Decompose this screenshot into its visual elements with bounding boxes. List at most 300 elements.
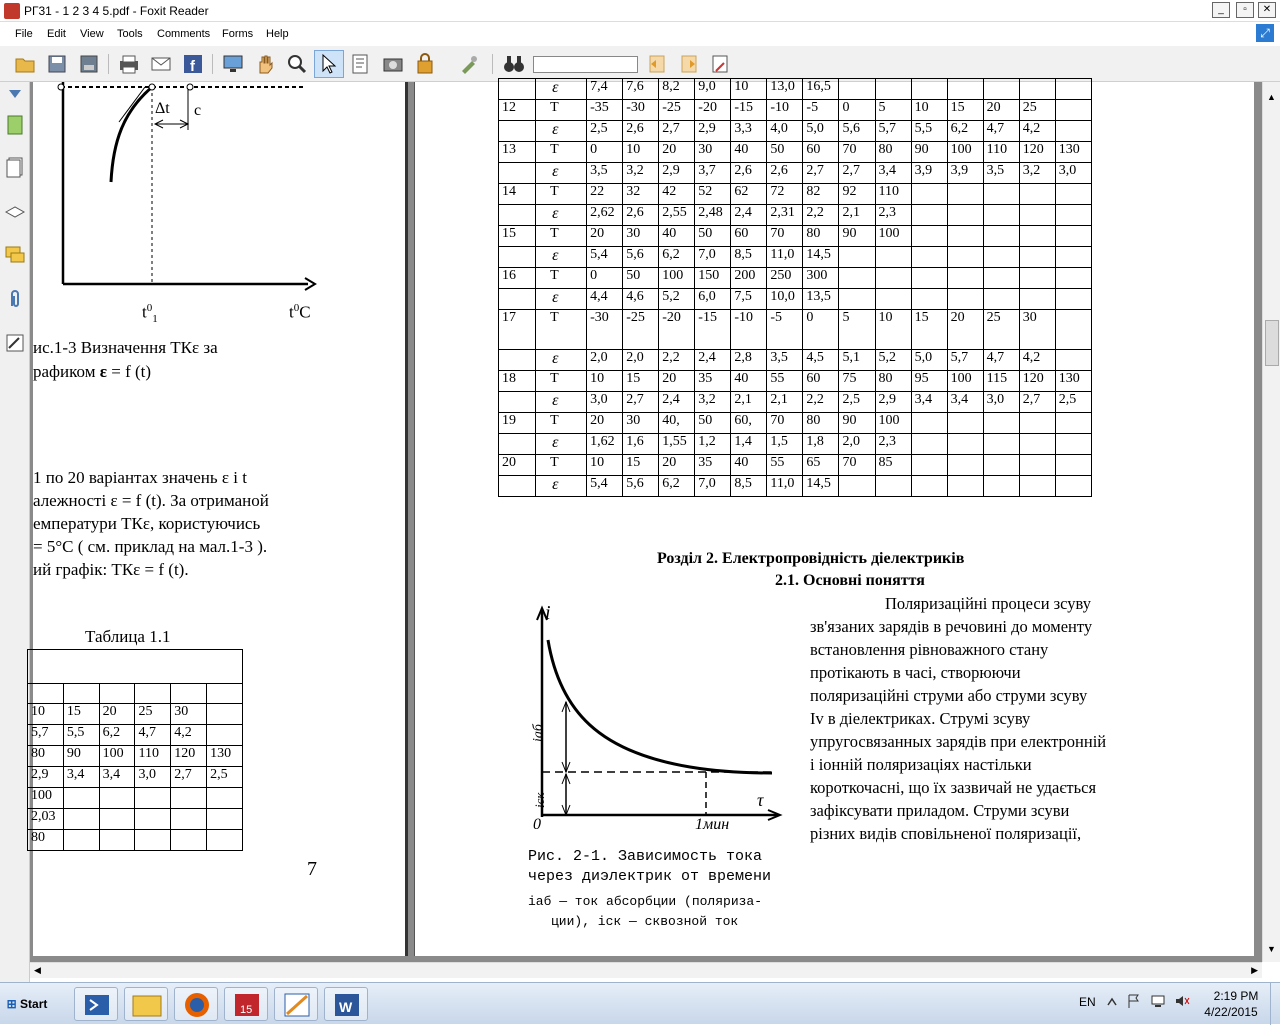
table-cell	[1019, 455, 1055, 476]
print-setup-icon[interactable]	[78, 53, 100, 75]
table-cell: 85	[875, 455, 911, 476]
table-cell: 20	[587, 413, 623, 434]
table-cell: 80	[803, 226, 839, 247]
table-cell: -25	[623, 310, 659, 350]
horizontal-scrollbar[interactable]	[30, 962, 1262, 978]
table-row	[499, 163, 1092, 184]
foxit-app-icon	[4, 3, 20, 19]
table-cell: 52	[695, 184, 731, 205]
table-cell	[499, 205, 536, 226]
table-cell	[947, 413, 983, 434]
select-icon[interactable]	[318, 53, 340, 75]
menu-edit[interactable]: Edit	[47, 28, 66, 40]
table-cell	[1019, 247, 1055, 268]
table-cell	[499, 392, 536, 413]
table-cell: 8,5	[731, 247, 767, 268]
text-select-icon[interactable]	[350, 53, 372, 75]
table-cell: ε	[536, 205, 587, 226]
table-cell: 2,7	[659, 121, 695, 142]
table-cell: 14,5	[803, 247, 839, 268]
menu-help[interactable]: Help	[266, 28, 289, 40]
table-cell: 2,5	[1055, 392, 1091, 413]
table-cell: 110	[135, 746, 171, 767]
action-center-flag-icon[interactable]	[1126, 993, 1142, 1009]
table-cell	[911, 476, 947, 497]
menu-view[interactable]: View	[80, 28, 104, 40]
table-cell	[947, 226, 983, 247]
table-cell: 6,2	[659, 476, 695, 497]
table-cell: 250	[767, 268, 803, 289]
graph-fig-1-3	[33, 82, 405, 332]
table-cell: 14,5	[803, 476, 839, 497]
table-cell: 2,9	[695, 121, 731, 142]
table-cell: 4,0	[767, 121, 803, 142]
table-cell: -10	[731, 310, 767, 350]
table-cell: 7,4	[587, 79, 623, 100]
table-cell: 2,7	[1019, 392, 1055, 413]
menu-forms[interactable]: Forms	[222, 28, 254, 40]
table-cell	[983, 184, 1019, 205]
table-cell	[99, 788, 135, 809]
table-row	[28, 725, 243, 746]
table-cell: 130	[1055, 142, 1091, 163]
table-cell: 3,0	[135, 767, 171, 788]
table-cell: 130	[207, 746, 243, 767]
table-cell: T	[536, 310, 587, 350]
table-cell: ε	[536, 247, 587, 268]
scroll-right-icon[interactable]: ▶	[1251, 965, 1258, 975]
network-icon[interactable]	[1150, 993, 1166, 1009]
table-cell	[135, 830, 171, 851]
table-cell	[1055, 413, 1091, 434]
table-cell	[1055, 205, 1091, 226]
table-cell: 4,7	[135, 725, 171, 746]
table-cell: -30	[587, 310, 623, 350]
table-cell	[911, 268, 947, 289]
table-cell: 62	[731, 184, 767, 205]
table-cell: 110	[983, 142, 1019, 163]
scroll-up-icon[interactable]: ▲	[1267, 92, 1276, 102]
table-cell: 2,7	[171, 767, 207, 788]
table-cell: T	[536, 142, 587, 163]
table-cell	[499, 350, 536, 371]
table-cell	[1055, 121, 1091, 142]
table-cell: 2,6	[623, 205, 659, 226]
table-1-1-title: Таблица 1.1	[85, 627, 171, 646]
table-cell: 3,0	[587, 392, 623, 413]
table-cell: 3,7	[695, 163, 731, 184]
table-cell: 50	[695, 226, 731, 247]
facebook-icon[interactable]	[182, 53, 204, 75]
layers-icon[interactable]	[4, 200, 26, 222]
pages-icon[interactable]	[4, 156, 26, 178]
table-cell: 50	[623, 268, 659, 289]
restore-button[interactable]: ▫	[1236, 2, 1254, 18]
table-cell	[28, 650, 243, 684]
table-row	[499, 371, 1092, 392]
table-cell: ε	[536, 476, 587, 497]
figure-i-ab-label: iаб	[531, 724, 546, 742]
table-cell: T	[536, 100, 587, 121]
attachments-icon[interactable]	[4, 288, 26, 310]
table-cell	[1055, 100, 1091, 121]
email-icon[interactable]	[150, 53, 172, 75]
table-cell: 2,0	[839, 434, 875, 455]
figure-y-label: i	[545, 602, 551, 624]
table-cell: 10	[731, 79, 767, 100]
figure-x-label: τ	[757, 790, 764, 810]
settings-icon[interactable]	[458, 53, 480, 75]
table-row	[28, 650, 243, 684]
table-cell: 15	[911, 310, 947, 350]
table-cell	[911, 226, 947, 247]
table-row	[499, 350, 1092, 371]
table-cell: 13,5	[803, 289, 839, 310]
table-cell: 115	[983, 371, 1019, 392]
body-line: поляризаційні струми або струми зсуву	[810, 686, 1088, 705]
table-cell: 1,4	[731, 434, 767, 455]
table-cell: 2,4	[659, 392, 695, 413]
table-cell: 2,1	[767, 392, 803, 413]
restore-document-icon[interactable]: ⤢	[1256, 24, 1274, 42]
table-cell: 10	[28, 704, 64, 725]
table-cell: 17	[499, 310, 536, 350]
table-cell: 40	[731, 371, 767, 392]
clock-date[interactable]: 4/22/2015	[1204, 1005, 1258, 1019]
table-cell: 120	[171, 746, 207, 767]
table-row	[499, 142, 1092, 163]
table-cell: 7,6	[623, 79, 659, 100]
table-cell	[875, 247, 911, 268]
table-cell: 95	[911, 371, 947, 392]
page-number: 7	[307, 858, 317, 880]
table-cell: 5,4	[587, 247, 623, 268]
table-cell: ε	[536, 434, 587, 455]
table-cell: 15	[623, 371, 659, 392]
table-row	[28, 788, 243, 809]
table-cell	[947, 455, 983, 476]
table-cell	[1055, 434, 1091, 455]
menu-comments[interactable]: Comments	[157, 28, 211, 40]
table-cell: 5,4	[587, 476, 623, 497]
table-row	[499, 226, 1092, 247]
table-cell: 8,5	[731, 476, 767, 497]
figure-i-sk-label: iск	[532, 792, 547, 808]
table-cell: 15	[623, 455, 659, 476]
table-row	[499, 184, 1092, 205]
table-row	[28, 684, 243, 704]
table-cell: T	[536, 413, 587, 434]
table-cell	[983, 289, 1019, 310]
word-icon[interactable]	[324, 987, 368, 1021]
table-cell: 80	[803, 413, 839, 434]
table-row	[28, 746, 243, 767]
scroll-down-icon[interactable]: ▼	[1267, 944, 1276, 954]
table-cell: 10,0	[767, 289, 803, 310]
table-cell: 5,6	[839, 121, 875, 142]
table-cell: 5,2	[659, 289, 695, 310]
table-cell	[911, 184, 947, 205]
figure-x-tick-label: 1мин	[695, 816, 730, 833]
file-explorer-icon[interactable]	[124, 987, 168, 1021]
table-cell: 150	[695, 268, 731, 289]
table-cell	[63, 809, 99, 830]
table-cell: 2,7	[803, 163, 839, 184]
table-cell: 30	[623, 226, 659, 247]
save-icon[interactable]	[46, 53, 68, 75]
table-cell: 4,2	[1019, 350, 1055, 371]
table-cell: 10	[587, 371, 623, 392]
table-row	[499, 434, 1092, 455]
drawing-app-icon[interactable]	[274, 987, 318, 1021]
table-cell: 4,6	[623, 289, 659, 310]
table-cell	[1019, 205, 1055, 226]
table-cell	[207, 788, 243, 809]
table-cell	[135, 788, 171, 809]
toolbar	[0, 46, 1280, 82]
table-cell: 3,4	[63, 767, 99, 788]
table-cell	[1019, 268, 1055, 289]
table-cell: 14	[499, 184, 536, 205]
table-cell: ε	[536, 289, 587, 310]
scroll-left-icon[interactable]: ◀	[34, 965, 41, 975]
table-cell	[983, 226, 1019, 247]
table-row	[499, 476, 1092, 497]
table-cell: 11,0	[767, 247, 803, 268]
table-cell: 7,0	[695, 247, 731, 268]
table-cell: 80	[875, 142, 911, 163]
table-cell	[911, 247, 947, 268]
svg-text:f: f	[190, 58, 195, 75]
menu-tools[interactable]: Tools	[117, 28, 143, 40]
table-cell: 2,03	[28, 809, 64, 830]
table-cell	[499, 121, 536, 142]
table-row	[28, 809, 243, 830]
table-cell: -30	[623, 100, 659, 121]
menu-file[interactable]: File	[15, 28, 33, 40]
table-cell: -20	[695, 100, 731, 121]
table-cell	[135, 809, 171, 830]
volume-icon[interactable]	[1174, 993, 1190, 1009]
table-row	[499, 268, 1092, 289]
table-cell: 10	[623, 142, 659, 163]
clock-time[interactable]: 2:19 PM	[1213, 989, 1259, 1003]
open-icon[interactable]	[14, 53, 36, 75]
table-row	[499, 100, 1092, 121]
table-cell	[839, 476, 875, 497]
table-cell: 2,7	[839, 163, 875, 184]
figure-caption-3: iаб — ток абсорбции (поляриза-	[528, 894, 763, 909]
signature-icon[interactable]	[4, 332, 26, 354]
prev-result-icon[interactable]	[646, 53, 668, 75]
table-cell: 3,4	[911, 392, 947, 413]
powershell-icon[interactable]	[74, 987, 118, 1021]
table-cell: 15	[947, 100, 983, 121]
svg-text:15: 15	[240, 1004, 253, 1016]
table-cell: 16	[499, 268, 536, 289]
table-cell	[911, 289, 947, 310]
comments-icon[interactable]	[4, 244, 26, 266]
table-cell	[1055, 79, 1091, 100]
table-cell: 55	[767, 455, 803, 476]
table-cell: 100	[947, 142, 983, 163]
table-cell: 2,5	[839, 392, 875, 413]
left-table	[27, 649, 243, 851]
table-cell: 2,9	[875, 392, 911, 413]
table-cell	[983, 413, 1019, 434]
bookmarks-icon[interactable]	[4, 114, 26, 136]
table-cell: 5	[875, 100, 911, 121]
para-line-2: алежності ε = f (t). За отриманой	[33, 491, 269, 510]
table-cell	[1055, 226, 1091, 247]
table-cell: 5,2	[875, 350, 911, 371]
table-row	[499, 289, 1092, 310]
svg-text:W: W	[339, 999, 353, 1015]
table-cell: 4,5	[803, 350, 839, 371]
table-cell	[1055, 350, 1091, 371]
table-cell: 8,2	[659, 79, 695, 100]
table-cell: 100	[947, 371, 983, 392]
table-cell: 5,5	[63, 725, 99, 746]
table-cell: 5	[839, 310, 875, 350]
calendar-app-icon[interactable]	[224, 987, 268, 1021]
table-cell: 5,1	[839, 350, 875, 371]
table-cell	[839, 247, 875, 268]
table-cell: 13,0	[767, 79, 803, 100]
table-cell: 3,5	[983, 163, 1019, 184]
monitor-icon[interactable]	[222, 53, 244, 75]
table-cell: 2,1	[731, 392, 767, 413]
table-cell: 6,2	[659, 247, 695, 268]
table-cell: ε	[536, 163, 587, 184]
table-cell: 3,5	[767, 350, 803, 371]
table-cell: 25	[1019, 100, 1055, 121]
figure-caption-2: через диэлектрик от времени	[528, 868, 772, 885]
table-cell: 7,5	[731, 289, 767, 310]
firefox-icon[interactable]	[174, 987, 218, 1021]
table-cell	[983, 268, 1019, 289]
table-cell: 1,8	[803, 434, 839, 455]
table-cell: -10	[767, 100, 803, 121]
collapse-arrow-icon[interactable]	[4, 88, 26, 100]
table-cell: 100	[659, 268, 695, 289]
table-cell: 3,4	[99, 767, 135, 788]
snapshot-icon[interactable]	[382, 53, 404, 75]
para-line-4: = 5°С ( см. приклад на мал.1-3 ).	[33, 537, 268, 556]
table-cell	[947, 434, 983, 455]
table-cell: 120	[1019, 142, 1055, 163]
next-result-icon[interactable]	[678, 53, 700, 75]
table-cell: 72	[767, 184, 803, 205]
zoom-tool-icon[interactable]	[286, 53, 308, 75]
table-cell: 3,3	[731, 121, 767, 142]
table-cell: 0	[803, 310, 839, 350]
table-cell: 5,6	[623, 247, 659, 268]
graph-delta-label: Δt	[155, 100, 170, 117]
table-cell: 2,6	[731, 163, 767, 184]
language-indicator[interactable]: EN	[1079, 995, 1096, 1009]
table-cell	[171, 788, 207, 809]
table-cell: 40	[659, 226, 695, 247]
table-cell	[63, 684, 99, 704]
table-row	[28, 704, 243, 725]
table-cell	[947, 79, 983, 100]
table-cell: 30	[695, 142, 731, 163]
table-cell: 4,2	[1019, 121, 1055, 142]
figure-caption-1: Рис. 2-1. Зависимость тока	[528, 848, 763, 865]
table-cell	[499, 79, 536, 100]
table-cell	[499, 434, 536, 455]
vertical-scrollbar[interactable]	[1262, 82, 1280, 962]
table-cell: T	[536, 226, 587, 247]
scroll-thumb[interactable]	[1265, 320, 1279, 366]
print-icon[interactable]	[118, 53, 140, 75]
typewriter-icon[interactable]	[710, 53, 732, 75]
table-cell: ε	[536, 79, 587, 100]
table-cell	[207, 725, 243, 746]
close-button[interactable]: ✕	[1258, 2, 1276, 18]
binoculars-icon[interactable]	[503, 53, 525, 75]
table-cell: 3,9	[911, 163, 947, 184]
table-cell: -5	[767, 310, 803, 350]
show-hidden-icons-icon[interactable]	[1106, 995, 1118, 1009]
rms-icon[interactable]	[414, 53, 436, 75]
search-input[interactable]	[533, 56, 638, 73]
table-cell: 18	[499, 371, 536, 392]
para-line-3: емператури ТКε, користуючись	[33, 514, 261, 533]
title-bar	[0, 0, 1280, 22]
table-cell	[911, 205, 947, 226]
table-cell: 7,0	[695, 476, 731, 497]
hand-icon[interactable]	[254, 53, 276, 75]
table-cell: -20	[659, 310, 695, 350]
table-cell	[875, 476, 911, 497]
table-cell: 3,0	[983, 392, 1019, 413]
table-cell: 2,6	[623, 121, 659, 142]
table-cell	[1055, 310, 1091, 350]
minimize-button[interactable]: _	[1212, 2, 1230, 18]
table-cell: 82	[803, 184, 839, 205]
body-line: встановлення рівноважного стану	[810, 640, 1049, 659]
table-cell: 20	[587, 226, 623, 247]
table-cell: 90	[63, 746, 99, 767]
table-cell: 75	[839, 371, 875, 392]
table-cell: 70	[767, 413, 803, 434]
table-cell	[947, 289, 983, 310]
pdf-page-left	[33, 82, 405, 956]
show-desktop-button[interactable]	[1270, 983, 1280, 1025]
table-cell: 120	[1019, 371, 1055, 392]
table-cell: ε	[536, 121, 587, 142]
table-cell	[1055, 476, 1091, 497]
start-button[interactable]: ⊞ Start	[6, 997, 48, 1011]
table-cell: 3,4	[947, 392, 983, 413]
table-cell: 2,62	[587, 205, 623, 226]
table-cell: 11,0	[767, 476, 803, 497]
table-cell: 1,5	[767, 434, 803, 455]
para-line-5: ий графік: ТКε = f (t).	[33, 560, 189, 579]
table-cell: 130	[1055, 371, 1091, 392]
table-cell: 5,6	[623, 476, 659, 497]
subsection-heading: 2.1. Основні поняття	[775, 572, 925, 589]
body-line: протікають в часі, створюючи	[810, 663, 1021, 682]
table-cell: 2,9	[28, 767, 64, 788]
table-cell: 200	[731, 268, 767, 289]
table-row	[499, 205, 1092, 226]
table-cell: 60	[803, 371, 839, 392]
table-cell: 2,3	[875, 434, 911, 455]
figure-caption-line1: ис.1-3 Визначення ТКε за	[33, 338, 218, 357]
